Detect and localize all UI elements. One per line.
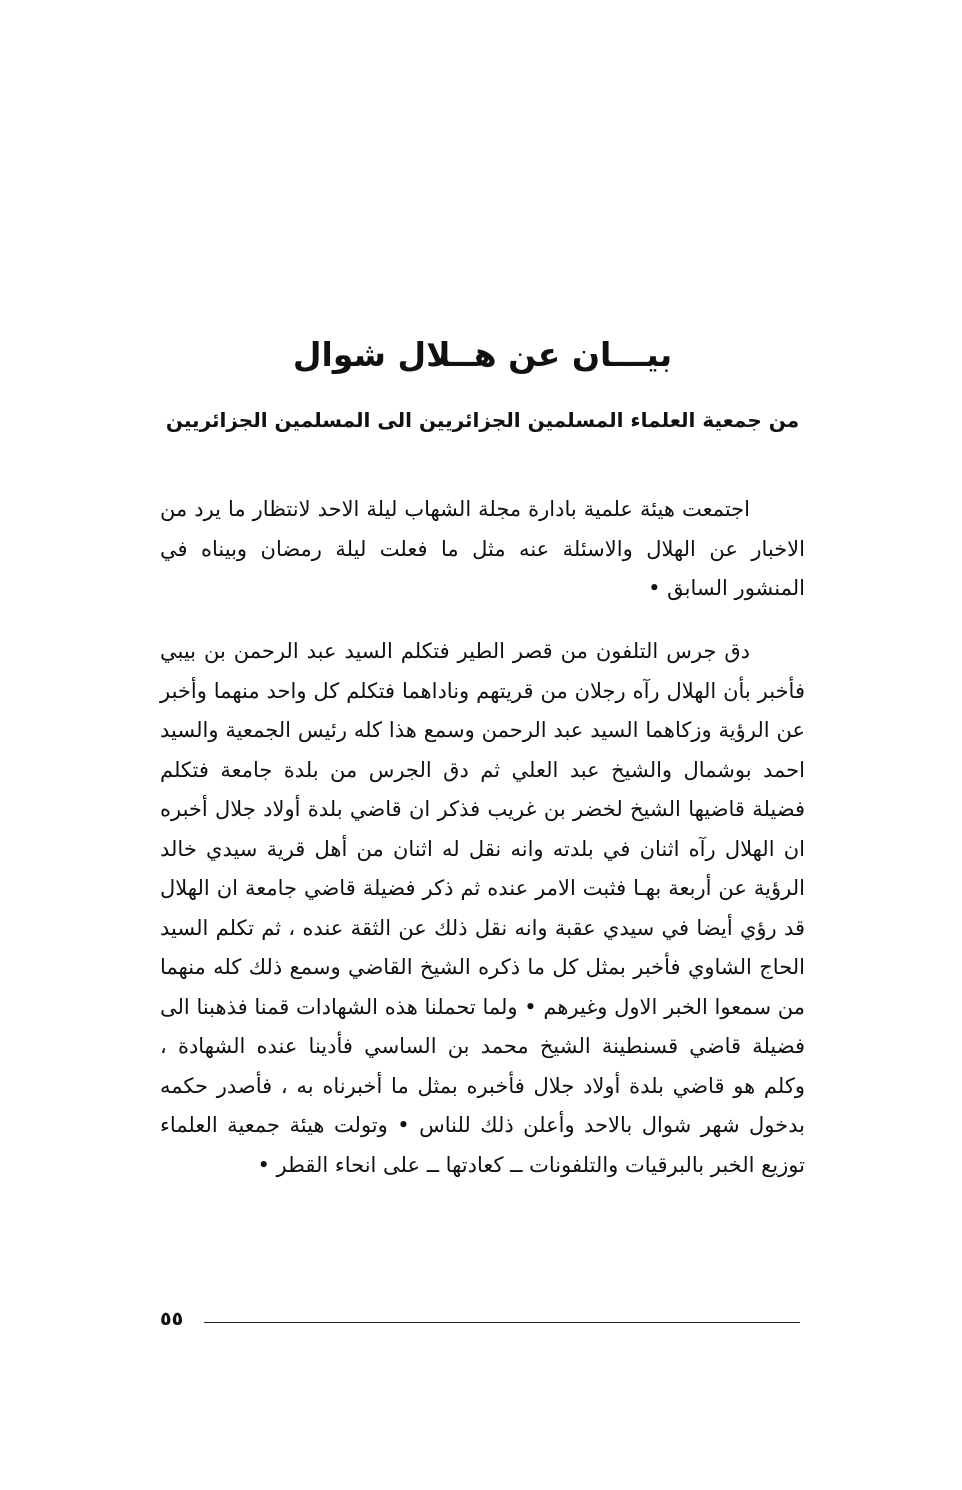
paragraph-2: دق جرس التلفون من قصر الطير فتكلم السيد عبد الرحمن بن بيبي فأخبر بأن الهلال رآه رجلان من قريتهم وناداهما فتكلم كل واحد منهما وأخبر عن الرؤية وزكاهما السيد عبد الرحمن وسمع هذا كله رئيس الجمعية والسيد احمد بوشمال والشيخ عبد العلي ثم دق الجرس من بلدة جامعة فتكلم فضيلة قاضيها الشيخ لخضر بن غريب فذكر ان قاضي بلدة أولاد جلال أخبره ان الهلال رآه اثنان في بلدته وانه نقل له اثنان من أهل قرية سيدي خالد الرؤية عن أربعة بهـا فثبت الامر عنده ثم ذكر فضيلة قاضي جامعة ان الهلال قد رؤي أيضا في سيدي عقبة وانه نقل ذلك عن الثقة عنده ، ثم تكلم السيد الحاج الشاوي فأخبر بمثل كل ما ذكره الشيخ القاضي وسمع ذلك كله منهما من سمعوا الخبر الاول وغيرهم • ولما تحملنا هذه الشهادات قمنا فذهبنا الى فضيلة قاضي قسنطينة الشيخ محمد بن الساسي فأدينا عنده الشهادة ، وكلم هو قاضي بلدة أولاد جلال فأخبره بمثل ما أخبرناه به ، فأصدر حكمه بدخول شهر شوال بالاحد وأعلن ذلك للناس • وتولت هيئة جمعية العلماء توزيع الخبر بالبرقيات والتلفونات ــ كعادتها ــ على انحاء القطر • — [160, 639, 805, 1177]
paragraph-1: اجتمعت هيئة علمية بادارة مجلة الشهاب ليلة الاحد لانتظار ما يرد من الاخبار عن الهلال والاسئلة عنه مثل ما فعلت ليلة رمضان وبيناه في المنشور السابق • — [160, 497, 805, 600]
footer-rule — [204, 1322, 800, 1323]
page-number: ٥٥ — [160, 1308, 184, 1330]
document-subtitle: من جمعية العلماء المسلمين الجزائريين الى المسلمين الجزائريين — [165, 408, 800, 432]
document-title: بيـــان عن هــلال شوال — [292, 335, 673, 374]
